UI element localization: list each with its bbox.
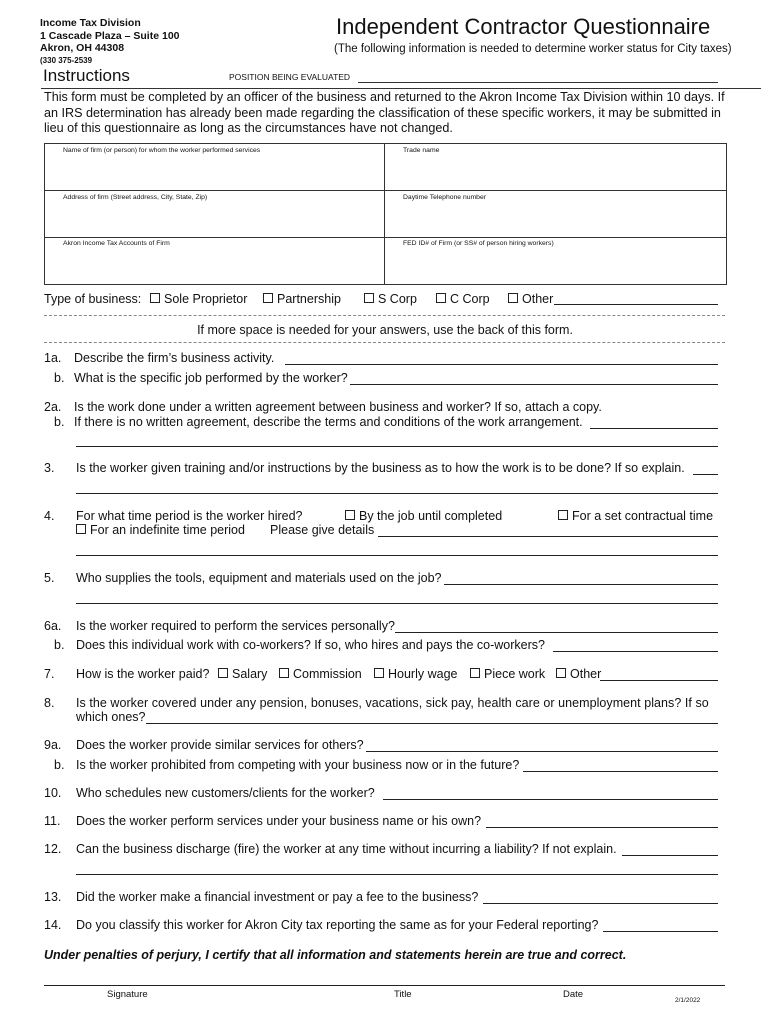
form-title: Independent Contractor Questionnaire <box>336 14 711 39</box>
answer-line[interactable] <box>395 632 718 633</box>
form-subtitle: (The following information is needed to determine worker status for City taxes) <box>334 43 732 55</box>
option-hourly-wage[interactable]: Hourly wage <box>374 667 457 681</box>
question-10: Who schedules new customers/clients for the worker? <box>76 786 375 800</box>
question-number: 1a. <box>44 351 62 365</box>
option-partnership[interactable]: Partnership <box>263 292 341 306</box>
question-number: 14. <box>44 918 62 932</box>
answer-line[interactable] <box>76 874 718 875</box>
question-number: b. <box>54 638 65 652</box>
address-line: Income Tax Division <box>40 17 141 29</box>
checkbox-icon[interactable] <box>279 668 289 678</box>
answer-line[interactable] <box>76 446 718 447</box>
details-label: Please give details <box>270 523 375 537</box>
answer-line[interactable] <box>600 680 718 681</box>
answer-line[interactable] <box>76 603 718 604</box>
firm-info-box <box>44 143 727 285</box>
signature-label: Signature <box>107 989 148 1000</box>
date-label: Date <box>563 989 584 1000</box>
question-number: 9a. <box>44 738 62 752</box>
question-number: 4. <box>44 509 55 523</box>
option-by-job[interactable]: By the job until completed <box>345 509 502 523</box>
other-business-field[interactable] <box>554 304 718 305</box>
question-6a: Is the worker required to perform the services personally? <box>76 619 395 633</box>
answer-line[interactable] <box>622 855 718 856</box>
division-phone: (330 375-2539 <box>40 55 93 65</box>
address-line: Akron, OH 44308 <box>40 42 125 54</box>
question-2a: Is the work done under a written agreement between business and worker? If so, attach a copy. <box>74 400 602 414</box>
answer-line[interactable] <box>378 536 718 537</box>
question-8: Is the worker covered under any pension, bonuses, vacations, sick pay, health care or unemployment plans? If so <box>76 696 709 710</box>
option-c-corp[interactable]: C Corp <box>436 292 490 306</box>
option-contractual-time[interactable]: For a set contractual time <box>558 509 713 523</box>
question-3: Is the worker given training and/or instructions by the business as to how the work is to be done? If so explain. <box>76 461 685 475</box>
option-other[interactable]: Other <box>508 292 553 306</box>
question-number: 10. <box>44 786 62 800</box>
question-number: 13. <box>44 890 62 904</box>
tax-account-field[interactable]: Akron Income Tax Accounts of Firm <box>63 240 170 247</box>
fed-id-field[interactable]: FED ID# of Firm (or SS# of person hiring workers) <box>403 240 554 247</box>
revision-date: 2/1/2022 <box>675 997 701 1004</box>
answer-line[interactable] <box>603 931 718 932</box>
answer-line[interactable] <box>693 474 718 475</box>
question-number: b. <box>54 415 65 429</box>
divider <box>45 190 726 191</box>
checkbox-icon[interactable] <box>263 293 273 303</box>
question-2b: If there is no written agreement, describe the terms and conditions of the work arrangement. <box>74 415 583 429</box>
question-12: Can the business discharge (fire) the worker at any time without incurring a liability? If not explain. <box>76 842 617 856</box>
answer-line[interactable] <box>146 723 718 724</box>
signature-line[interactable] <box>44 985 725 986</box>
option-indefinite-period[interactable]: For an indefinite time period <box>76 523 245 537</box>
question-number: 2a. <box>44 400 62 414</box>
question-number: 6a. <box>44 619 62 633</box>
question-9b: Is the worker prohibited from competing with your business now or in the future? <box>76 758 520 772</box>
question-14: Do you classify this worker for Akron City tax reporting the same as for your Federal reporting? <box>76 918 599 932</box>
checkbox-icon[interactable] <box>364 293 374 303</box>
question-number: 12. <box>44 842 62 856</box>
option-s-corp[interactable]: S Corp <box>364 292 417 306</box>
question-number: 7. <box>44 667 55 681</box>
answer-line[interactable] <box>444 584 718 585</box>
option-commission[interactable]: Commission <box>279 667 362 681</box>
answer-line[interactable] <box>350 384 718 385</box>
divider <box>41 88 761 89</box>
answer-line[interactable] <box>523 771 718 772</box>
answer-line[interactable] <box>383 799 718 800</box>
option-other-pay[interactable]: Other <box>556 667 601 681</box>
space-note: If more space is needed for your answers, use the back of this form. <box>197 323 573 337</box>
position-label: POSITION BEING EVALUATED <box>229 72 351 82</box>
checkbox-icon[interactable] <box>150 293 160 303</box>
firm-address-field[interactable]: Address of firm (Street address, City, State, Zip) <box>63 194 208 201</box>
perjury-statement: Under penalties of perjury, I certify that all information and statements herein are true and correct. <box>44 948 627 962</box>
checkbox-icon[interactable] <box>470 668 480 678</box>
checkbox-icon[interactable] <box>508 293 518 303</box>
answer-line[interactable] <box>486 827 718 828</box>
business-type-label: Type of business: <box>44 292 142 306</box>
checkbox-icon[interactable] <box>218 668 228 678</box>
question-number: b. <box>54 758 65 772</box>
question-6b: Does this individual work with co-workers? If so, who hires and pays the co-workers? <box>76 638 545 652</box>
question-11: Does the worker perform services under your business name or his own? <box>76 814 482 828</box>
question-13: Did the worker make a financial investment or pay a fee to the business? <box>76 890 479 904</box>
division-address <box>40 17 180 67</box>
checkbox-icon[interactable] <box>345 510 355 520</box>
question-4: For what time period is the worker hired? <box>76 509 303 523</box>
option-salary[interactable]: Salary <box>218 667 267 681</box>
question-number: 5. <box>44 571 55 585</box>
firm-name-field[interactable]: Name of firm (or person) for whom the worker performed services <box>63 147 261 154</box>
question-number: 8. <box>44 696 55 710</box>
question-1a: Describe the firm’s business activity. <box>74 351 275 365</box>
answer-line[interactable] <box>483 903 718 904</box>
checkbox-icon[interactable] <box>436 293 446 303</box>
divider <box>44 315 725 316</box>
question-number: 11. <box>44 814 61 828</box>
question-1b: What is the specific job performed by the worker? <box>74 371 348 385</box>
question-number: b. <box>54 371 65 385</box>
answer-line[interactable] <box>76 493 718 494</box>
answer-line[interactable] <box>366 751 718 752</box>
question-5: Who supplies the tools, equipment and materials used on the job? <box>76 571 442 585</box>
option-sole-proprietor[interactable]: Sole Proprietor <box>150 292 247 306</box>
option-piece-work[interactable]: Piece work <box>470 667 545 681</box>
divider <box>384 144 385 284</box>
answer-line[interactable] <box>76 555 718 556</box>
answer-line[interactable] <box>590 428 718 429</box>
divider <box>44 342 725 343</box>
checkbox-icon[interactable] <box>556 668 566 678</box>
divider <box>45 237 726 238</box>
checkbox-icon[interactable] <box>374 668 384 678</box>
instructions-text: This form must be completed by an officer of the business and returned to the Akron Income Tax Division within 10 days. If an IRS determination has already been made regarding the classification of these specific workers, it may be submitted in lieu of this questionnaire as long as the circumstances have not changed. <box>44 90 725 135</box>
instructions-heading: Instructions <box>43 66 130 85</box>
question-7: How is the worker paid? <box>76 667 210 681</box>
trade-name-field[interactable]: Trade name <box>403 147 440 154</box>
position-field[interactable] <box>358 82 718 83</box>
question-8-cont: which ones? <box>76 710 146 724</box>
checkbox-icon[interactable] <box>558 510 568 520</box>
address-line: 1 Cascade Plaza – Suite 100 <box>40 29 180 42</box>
question-number: 3. <box>44 461 55 475</box>
telephone-field[interactable]: Daytime Telephone number <box>403 194 486 201</box>
checkbox-icon[interactable] <box>76 524 86 534</box>
question-9a: Does the worker provide similar services for others? <box>76 738 364 752</box>
answer-line[interactable] <box>285 364 718 365</box>
title-label: Title <box>394 989 412 1000</box>
answer-line[interactable] <box>553 651 718 652</box>
